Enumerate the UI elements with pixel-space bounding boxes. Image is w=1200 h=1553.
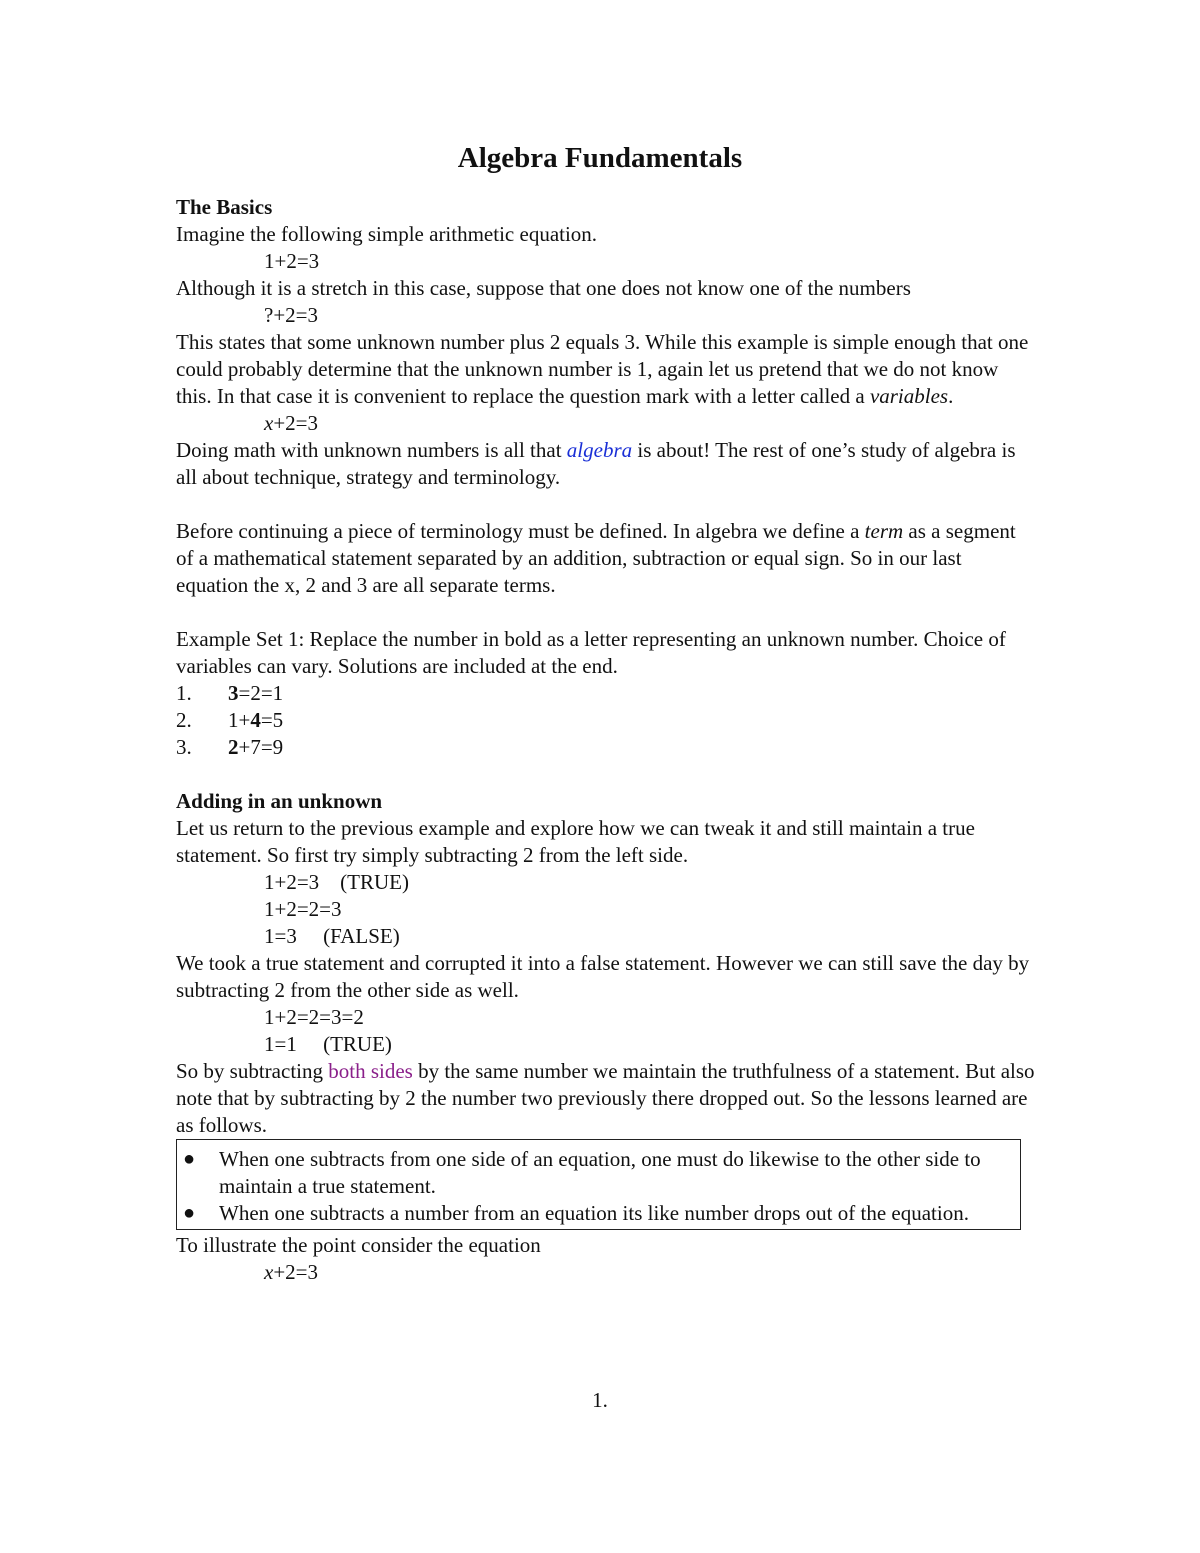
example-equation (228, 734, 283, 761)
paragraph: Imagine the following simple arithmetic equation. (176, 222, 598, 246)
paragraph-text: Before continuing a piece of terminology must be defined. In algebra we define a (176, 519, 860, 543)
paragraph: To illustrate the point consider the equation (176, 1233, 541, 1257)
variable-x: x (264, 1260, 274, 1284)
section-heading-adding: Adding in an unknown (176, 789, 383, 813)
equation: 1+2=3 (TRUE) (264, 870, 410, 894)
eq-pre: 1+ (228, 708, 251, 732)
equation: 1+2=3 (264, 249, 320, 273)
paragraph-text: by the same number we maintain the truthfulness of a statement. But also note that by subtracting by 2 the number two previously there dropped out. So the lessons learned are as follows. (176, 1059, 1035, 1137)
algebra-link[interactable]: algebra (566, 438, 633, 462)
example-equation (228, 707, 283, 734)
paragraph-end: . (948, 384, 954, 408)
example-equation (228, 680, 283, 707)
eq-post: +7=9 (238, 735, 284, 759)
paragraph (176, 1058, 1036, 1139)
list-number: 2. (176, 708, 192, 732)
list-item (176, 734, 1036, 761)
equation-rest: +2=3 (273, 1260, 319, 1284)
paragraph: Although it is a stretch in this case, suppose that one does not know one of the numbers (176, 276, 911, 300)
spacer (176, 761, 1036, 788)
list-item (176, 680, 1036, 707)
term-variables: variables (869, 384, 949, 408)
equation (176, 1259, 1036, 1286)
eq-bold: 3 (228, 681, 239, 705)
both-sides-link[interactable]: both sides (328, 1059, 413, 1083)
paragraph: We took a true statement and corrupted it into a false statement. However we can still save the day by subtracting 2 from the other side as well. (176, 951, 1030, 1002)
equation (176, 410, 1036, 437)
paragraph: Let us return to the previous example and explore how we can tweak it and still maintain a true statement. So first try simply subtracting 2 from the left side. (176, 816, 975, 867)
equation: ?+2=3 (264, 303, 319, 327)
paragraph (176, 518, 1036, 599)
variable-x: x (264, 411, 274, 435)
eq-post: =5 (260, 708, 284, 732)
document-page (176, 140, 1036, 1286)
bullet-item (183, 1146, 1010, 1200)
bullet-item (183, 1200, 1010, 1227)
page-number: 1. (592, 1388, 608, 1412)
spacer (176, 491, 1036, 518)
equation: 1+2=2=3 (264, 897, 342, 921)
paragraph-text: is about! The rest of one’s study of algebra is all about technique, strategy and terminology. (176, 438, 1016, 489)
bullet-text: When one subtracts a number from an equation its like number drops out of the equation. (219, 1201, 969, 1225)
equation: 1=1 (TRUE) (264, 1032, 392, 1056)
equation: 1+2=2=3=2 (264, 1005, 364, 1029)
paragraph-text: as a segment of a mathematical statement separated by an addition, subtraction or equal sign. So in our last equation the x, 2 and 3 are all separate terms. (176, 519, 1016, 597)
bullet-text: When one subtracts from one side of an equation, one must do likewise to the other side to maintain a true statement. (219, 1147, 981, 1198)
eq-bold: 2 (228, 735, 239, 759)
paragraph (176, 329, 1036, 410)
equation: 1=3 (FALSE) (264, 924, 400, 948)
list-number: 1. (176, 681, 192, 705)
paragraph: Example Set 1: Replace the number in bold as a letter representing an unknown number. Choice of variables can vary. Solutions are included at the end. (176, 627, 1006, 678)
spacer (176, 599, 1036, 626)
paragraph-text: So by subtracting (176, 1059, 323, 1083)
eq-bold: 4 (250, 708, 261, 732)
paragraph-text: This states that some unknown number plus 2 equals 3. While this example is simple enough that one could probably determine that the unknown number is 1, again let us pretend that we do not know this. In that case it is convenient to replace the question mark with a letter called a (176, 330, 1029, 408)
list-item (176, 707, 1036, 734)
section-heading-basics: The Basics (176, 195, 273, 219)
term-term: term (864, 519, 904, 543)
paragraph-text: Doing math with unknown numbers is all that (176, 438, 562, 462)
bullet-icon: ● (183, 1202, 196, 1224)
equation-rest: +2=3 (273, 411, 319, 435)
bullet-icon: ● (183, 1148, 196, 1170)
lessons-box (176, 1139, 1021, 1230)
list-number: 3. (176, 735, 192, 759)
page-title: Algebra Fundamentals (457, 142, 743, 174)
paragraph (176, 437, 1036, 491)
eq-post: =2=1 (238, 681, 284, 705)
